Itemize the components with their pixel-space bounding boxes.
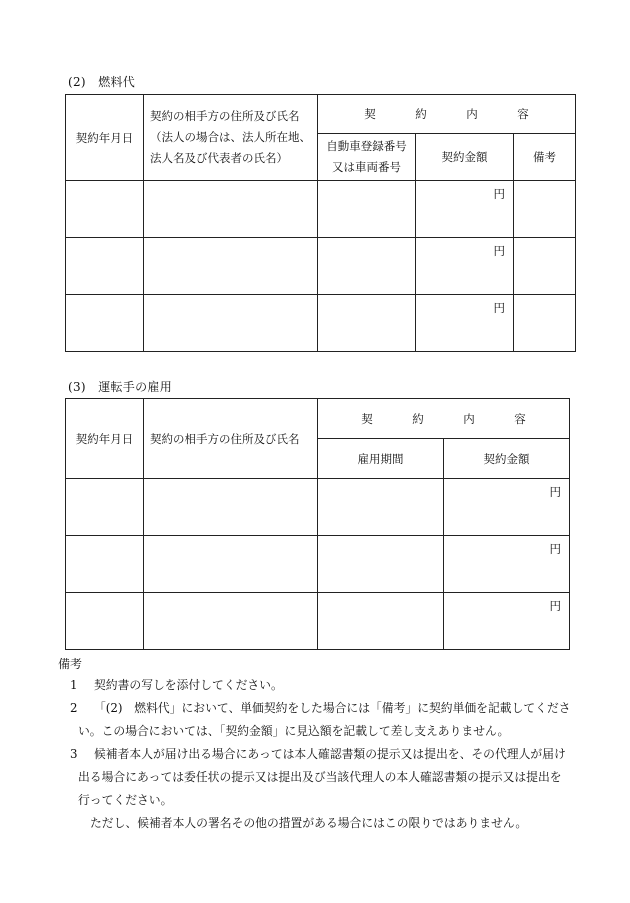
note-number: 1 (70, 678, 78, 692)
header-vehicle-line1: 自動車登録番号 (326, 139, 407, 153)
date-cell[interactable] (66, 295, 144, 352)
vehicle-cell[interactable] (318, 181, 416, 238)
header-contract-amount: 契約金額 (416, 134, 514, 181)
amount-cell[interactable]: 円 (444, 536, 570, 593)
header-counterparty-line3: 法人名及び代表者の氏名） (150, 151, 288, 165)
note-number: 3 (70, 747, 78, 761)
amount-cell[interactable]: 円 (416, 181, 514, 238)
header-counterparty (144, 95, 318, 181)
counterparty-cell[interactable] (144, 295, 318, 352)
date-cell[interactable] (66, 479, 144, 536)
table-row (66, 479, 570, 536)
note-3 (70, 743, 590, 835)
section-3-heading: (3) 運転手の雇用 (68, 380, 172, 394)
header-contract-date: 契約年月日 (66, 95, 144, 181)
amount-cell[interactable]: 円 (416, 238, 514, 295)
remarks-cell[interactable] (514, 238, 576, 295)
header-vehicle-number (318, 134, 416, 181)
header-counterparty: 契約の相手方の住所及び氏名 (144, 399, 318, 479)
counterparty-cell[interactable] (144, 181, 318, 238)
note-text-line2: 出る場合にあっては委任状の提示又は提出及び当該代理人の本人確認書類の提示又は提出を (78, 770, 562, 784)
period-cell[interactable] (318, 536, 444, 593)
table-row (66, 181, 576, 238)
remarks-cell[interactable] (514, 181, 576, 238)
driver-employment-table (65, 398, 570, 650)
header-contract-amount: 契約金額 (444, 439, 570, 479)
header-contract-date: 契約年月日 (66, 399, 144, 479)
note-text-line3: 行ってください。 (78, 793, 173, 807)
header-counterparty-line1: 契約の相手方の住所及び氏名 (150, 109, 300, 123)
date-cell[interactable] (66, 536, 144, 593)
date-cell[interactable] (66, 181, 144, 238)
fuel-cost-table (65, 94, 576, 352)
table-row (66, 593, 570, 650)
vehicle-cell[interactable] (318, 295, 416, 352)
counterparty-cell[interactable] (144, 479, 318, 536)
note-text-line1: 候補者本人が届け出る場合にあっては本人確認書類の提示又は提出を、その代理人が届け (94, 747, 566, 761)
note-text-line2: い。この場合においては、「契約金額」に見込額を記載して差し支えありません。 (78, 724, 510, 738)
date-cell[interactable] (66, 238, 144, 295)
note-text-line4: ただし、候補者本人の署名その他の措置がある場合にはこの限りではありません。 (90, 816, 528, 830)
header-remarks: 備考 (514, 134, 576, 181)
header-contract-content: 契 約 内 容 (318, 399, 570, 439)
remarks-cell[interactable] (514, 295, 576, 352)
period-cell[interactable] (318, 479, 444, 536)
amount-cell[interactable]: 円 (416, 295, 514, 352)
vehicle-cell[interactable] (318, 238, 416, 295)
header-employment-period: 雇用期間 (318, 439, 444, 479)
header-contract-content: 契 約 内 容 (318, 95, 576, 134)
note-number: 2 (70, 701, 78, 715)
date-cell[interactable] (66, 593, 144, 650)
amount-cell[interactable]: 円 (444, 593, 570, 650)
counterparty-cell[interactable] (144, 238, 318, 295)
counterparty-cell[interactable] (144, 536, 318, 593)
note-2 (70, 697, 590, 743)
table-row (66, 238, 576, 295)
header-vehicle-line2: 又は車両番号 (332, 160, 401, 174)
counterparty-cell[interactable] (144, 593, 318, 650)
notes-title: 備考 (58, 657, 83, 671)
period-cell[interactable] (318, 593, 444, 650)
header-counterparty-line2: （法人の場合は、法人所在地、 (150, 130, 311, 144)
note-text-line1: 「(2) 燃料代」において、単価契約をした場合には「備考」に契約単価を記載してくださ (94, 701, 571, 715)
amount-cell[interactable]: 円 (444, 479, 570, 536)
note-1 (70, 674, 590, 697)
section-2-heading: (2) 燃料代 (68, 75, 136, 89)
note-text: 契約書の写しを添付してください。 (94, 678, 283, 692)
table-row (66, 295, 576, 352)
table-row (66, 536, 570, 593)
